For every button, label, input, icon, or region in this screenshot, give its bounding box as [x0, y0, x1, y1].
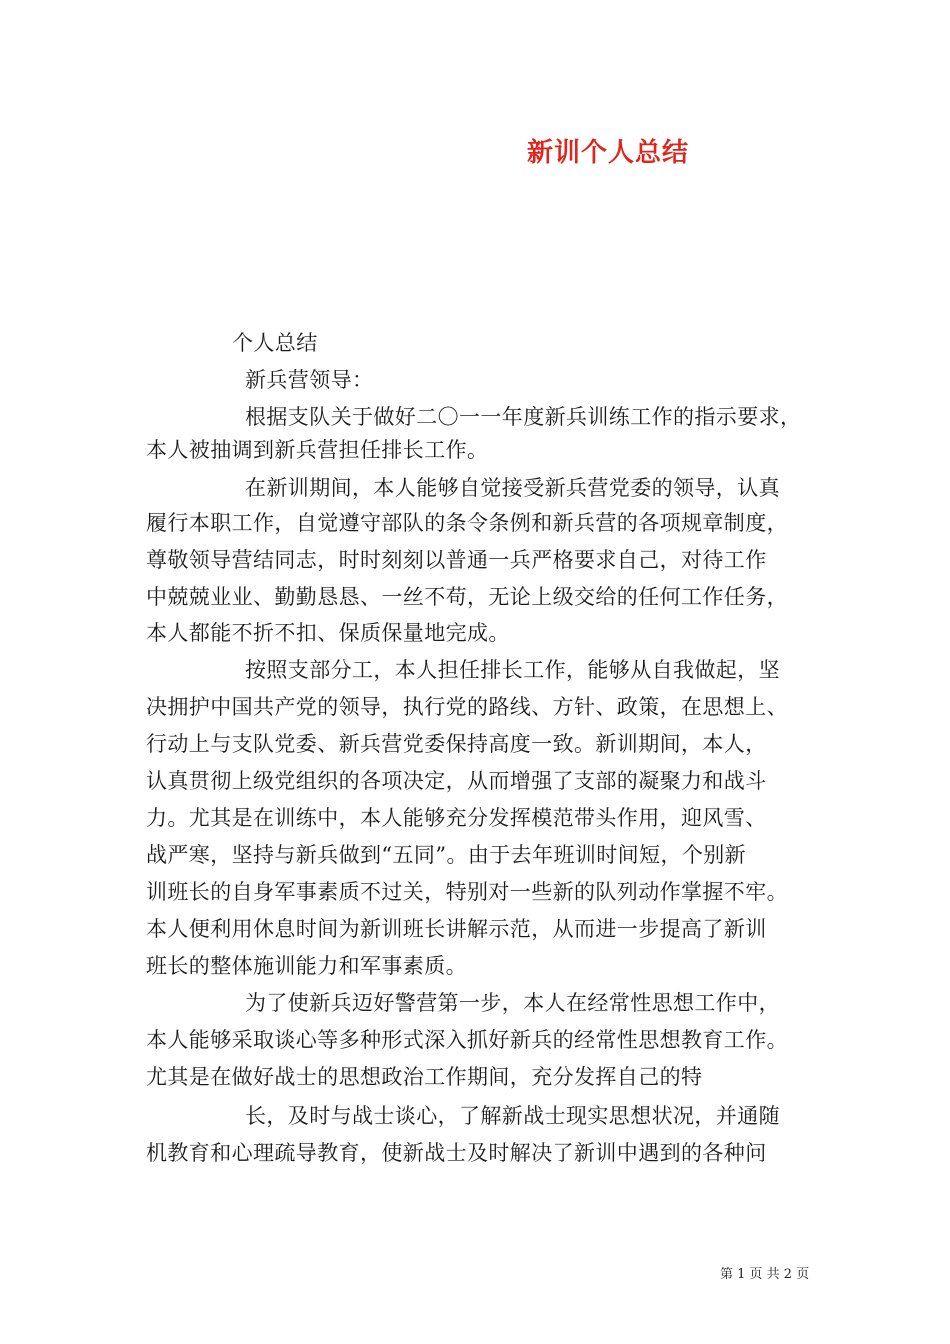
- text-line: 本人能够采取谈心等多种形式深入抓好新兵的经常性思想教育工作。: [146, 1028, 788, 1052]
- text-line: 本人被抽调到新兵营担任排长工作。: [146, 438, 489, 462]
- text-line: 根据支队关于做好二〇一一年度新兵训练工作的指示要求，: [245, 405, 802, 429]
- text-line: 个人总结: [232, 331, 318, 355]
- text-line: 中兢兢业业、勤勤恳恳、一丝不苟，无论上级交给的任何工作任务，: [146, 585, 788, 609]
- text-line: 为了使新兵迈好警营第一步，本人在经常性思想工作中，: [245, 991, 780, 1015]
- text-line: 长，及时与战士谈心，了解新战士现实思想状况，并通随: [245, 1104, 780, 1128]
- text-line: 在新训期间，本人能够自觉接受新兵营党委的领导，认真: [245, 476, 780, 500]
- text-line: 本人便利用休息时间为新训班长讲解示范，从而进一步提高了新训: [146, 917, 767, 941]
- document-title: 新训个人总结: [527, 138, 690, 168]
- text-line: 尤其是在做好战士的思想政治工作期间，充分发挥自己的特: [146, 1065, 703, 1089]
- page-number: 第 1 页 共 2 页: [720, 1267, 810, 1282]
- text-line: 机教育和心理疏导教育，使新战士及时解决了新训中遇到的各种问: [146, 1141, 767, 1165]
- text-line: 按照支部分工，本人担任排长工作，能够从自我做起，坚: [245, 658, 780, 682]
- text-line: 班长的整体施训能力和军事素质。: [146, 954, 467, 978]
- text-line: 认真贯彻上级党组织的各项决定，从而增强了支部的凝聚力和战斗: [146, 769, 767, 793]
- text-line: 行动上与支队党委、新兵营党委保持高度一致。新训期间，本人，: [146, 732, 767, 756]
- text-line: 尊敬领导营结同志，时时刻刻以普通一兵严格要求自己，对待工作: [146, 548, 767, 572]
- text-line: 履行本职工作，自觉遵守部队的条令条例和新兵营的各项规章制度，: [146, 511, 788, 535]
- text-line: 战严寒，坚持与新兵做到“五同”。由于去年班训时间短，个别新: [146, 843, 747, 867]
- text-line: 力。尤其是在训练中，本人能够充分发挥模范带头作用，迎风雪、: [146, 806, 767, 830]
- text-line: 训班长的自身军事素质不过关，特别对一些新的队列动作掌握不牢。: [146, 880, 788, 904]
- text-line: 新兵营领导：: [245, 368, 374, 392]
- text-line: 决拥护中国共产党的领导，执行党的路线、方针、政策，在思想上、: [146, 695, 788, 719]
- text-line: 本人都能不折不扣、保质保量地完成。: [146, 621, 510, 645]
